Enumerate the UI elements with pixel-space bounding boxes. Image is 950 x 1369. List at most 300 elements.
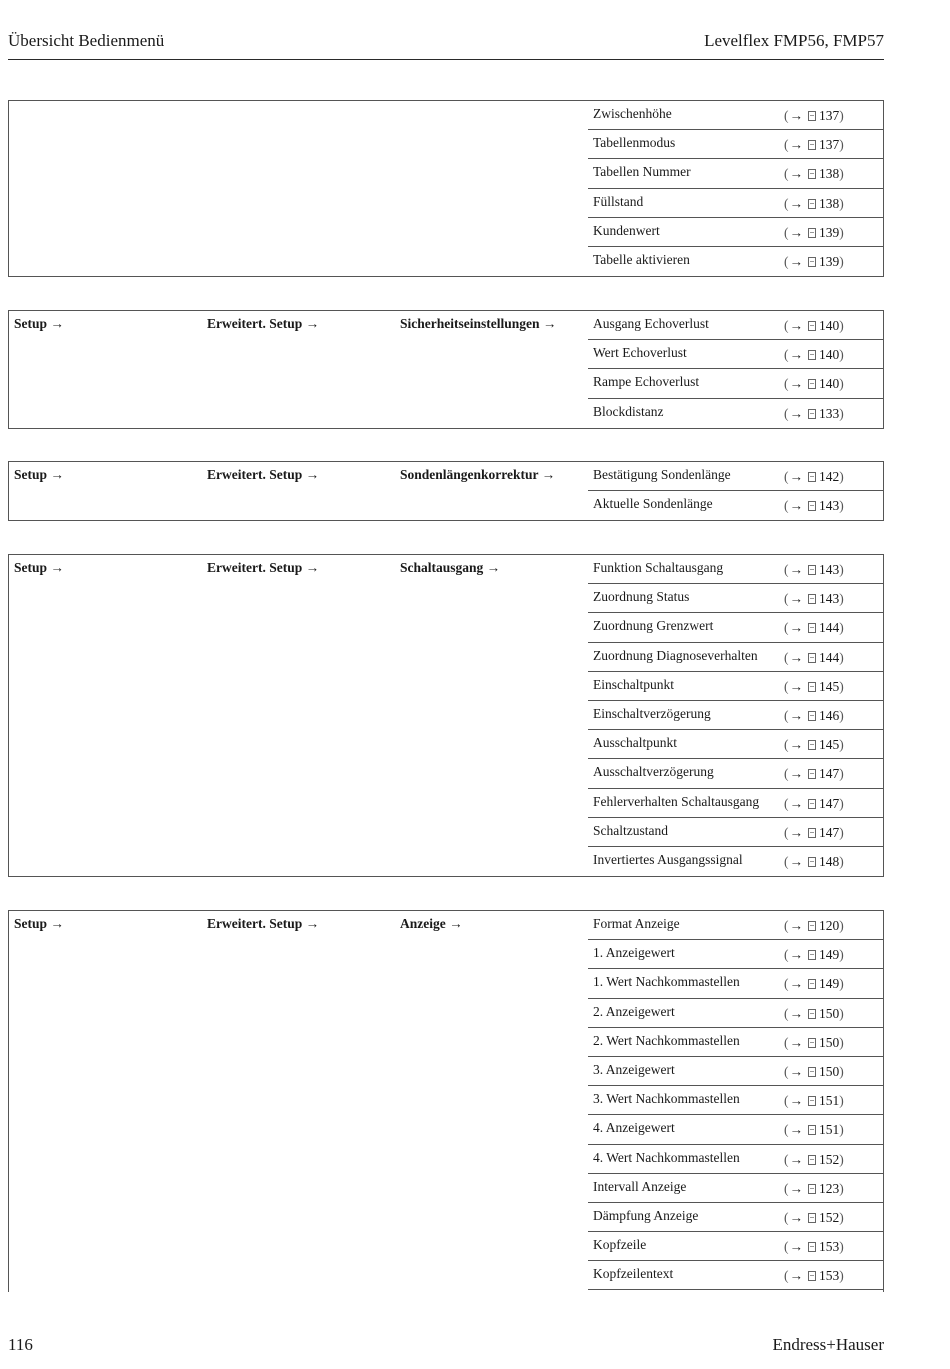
page-icon <box>808 799 816 809</box>
arrow-right-icon: → <box>789 195 803 211</box>
parameter-row <box>588 1028 884 1057</box>
page-reference[interactable] <box>784 224 844 242</box>
page-number-ref: 143 <box>819 591 840 607</box>
paren-close: ) <box>839 976 844 992</box>
paren-close: ) <box>839 405 844 421</box>
path-menu-level-2: Erweitert. Setup → <box>207 467 320 482</box>
parameter-row <box>588 399 884 428</box>
page-reference[interactable] <box>784 590 844 608</box>
paren-open: ( <box>784 620 789 636</box>
paren-open: ( <box>784 1239 789 1255</box>
parameter-name: Kundenwert <box>593 222 660 238</box>
arrow-right-icon: → <box>789 795 803 811</box>
arrow-right-icon: → <box>789 737 803 753</box>
paren-open: ( <box>784 1005 789 1021</box>
page-number-ref: 142 <box>819 469 840 484</box>
parameter-row <box>588 218 884 247</box>
page-reference[interactable] <box>784 1063 844 1081</box>
page-number-ref: 143 <box>819 498 840 514</box>
page-number-ref: 140 <box>819 376 840 392</box>
paren-open: ( <box>784 1180 789 1196</box>
page-number-ref: 140 <box>819 318 840 333</box>
page-reference[interactable] <box>784 405 844 423</box>
parameter-name: Zuordnung Status <box>593 589 690 605</box>
parameter-name: Füllstand <box>593 193 644 209</box>
path-menu-level-2: Erweitert. Setup → <box>207 916 320 931</box>
page-number-ref: 139 <box>819 253 840 269</box>
parameter-row <box>588 1086 884 1115</box>
paren-open: ( <box>784 649 789 665</box>
parameter-name: Einschaltpunkt <box>593 676 674 692</box>
parameter-name: Ausschaltverzögerung <box>593 764 714 780</box>
page-number-ref: 151 <box>819 1122 840 1138</box>
page-number-ref: 150 <box>819 1063 840 1079</box>
paren-open: ( <box>784 1151 789 1167</box>
paren-close: ) <box>839 918 844 933</box>
parameter-list <box>588 462 884 520</box>
page-icon <box>808 1096 816 1106</box>
arrow-right-icon: → <box>789 1151 803 1167</box>
arrow-right-icon: → <box>789 678 803 694</box>
paren-close: ) <box>839 224 844 240</box>
page-number-ref: 152 <box>819 1151 840 1167</box>
arrow-right-icon: → <box>789 1209 803 1225</box>
page-reference[interactable] <box>784 1034 844 1052</box>
page-number-ref: 123 <box>819 1180 840 1196</box>
header-product-name: Levelflex FMP56, FMP57 <box>704 31 884 50</box>
page-icon <box>808 565 816 575</box>
arrow-right-icon: → <box>789 405 803 421</box>
arrow-right-icon: → <box>789 824 803 840</box>
page-number-ref: 143 <box>819 562 840 577</box>
parameter-row <box>588 643 884 672</box>
parameter-name: Ausgang Echoverlust <box>593 316 709 331</box>
arrow-right-icon: → <box>789 1063 803 1079</box>
paren-open: ( <box>784 678 789 694</box>
parameter-name: 4. Anzeigewert <box>593 1120 675 1136</box>
page-number-ref: 137 <box>819 108 840 123</box>
parameter-name: Ausschaltpunkt <box>593 735 677 751</box>
parameter-row <box>588 847 884 876</box>
page-icon <box>808 199 816 209</box>
parameter-name: Intervall Anzeige <box>593 1178 687 1194</box>
page-icon <box>808 379 816 389</box>
parameter-row <box>588 940 884 969</box>
parameter-row <box>588 1261 884 1290</box>
paren-open: ( <box>784 1268 789 1284</box>
parameter-row <box>588 701 884 730</box>
page-number-ref: 138 <box>819 166 840 182</box>
page-number-ref: 153 <box>819 1268 840 1284</box>
page-icon <box>808 623 816 633</box>
path-menu-level-3: Sicherheitseinstellungen → <box>400 316 557 331</box>
page-reference[interactable] <box>784 649 844 667</box>
paren-open: ( <box>784 1093 789 1109</box>
page-number-ref: 139 <box>819 224 840 240</box>
page-icon <box>808 228 816 238</box>
page-icon <box>808 594 816 604</box>
parameter-row <box>588 159 884 188</box>
page-reference[interactable] <box>784 497 844 515</box>
paren-open: ( <box>784 766 789 782</box>
parameter-list <box>588 911 884 1290</box>
paren-close: ) <box>839 707 844 723</box>
parameter-list <box>588 311 884 428</box>
page-icon <box>808 950 816 960</box>
page-reference[interactable] <box>784 1209 844 1227</box>
paren-open: ( <box>784 1122 789 1138</box>
arrow-right-icon: → <box>789 591 803 607</box>
page-icon <box>808 350 816 360</box>
page-reference[interactable] <box>784 136 844 154</box>
arrow-right-icon: → <box>789 947 803 963</box>
parameter-name: Blockdistanz <box>593 403 664 419</box>
page-reference[interactable] <box>784 946 844 964</box>
page-number-ref: 145 <box>819 678 840 694</box>
paren-open: ( <box>784 195 789 211</box>
paren-close: ) <box>839 947 844 963</box>
page-reference[interactable] <box>784 253 844 271</box>
page-reference[interactable] <box>784 1121 844 1139</box>
parameter-name: Kopfzeilentext <box>593 1266 674 1282</box>
paren-close: ) <box>839 376 844 392</box>
paren-close: ) <box>839 824 844 840</box>
arrow-right-icon: → <box>789 1268 803 1284</box>
page-icon <box>808 1242 816 1252</box>
parameter-name: Tabelle aktivieren <box>593 251 690 267</box>
parameter-list <box>588 555 884 876</box>
paren-close: ) <box>839 766 844 782</box>
page-icon <box>808 682 816 692</box>
page-icon <box>808 857 816 867</box>
parameter-name: Zuordnung Grenzwert <box>593 618 714 634</box>
paren-open: ( <box>784 224 789 240</box>
paren-open: ( <box>784 1209 789 1225</box>
paren-open: ( <box>784 108 789 123</box>
paren-close: ) <box>839 1180 844 1196</box>
parameter-name: Zuordnung Diagnoseverhalten <box>593 647 758 663</box>
arrow-right-icon: → <box>789 649 803 665</box>
page-reference[interactable] <box>784 795 844 813</box>
parameter-name: Aktuelle Sondenlänge <box>593 496 713 512</box>
paren-close: ) <box>839 1122 844 1138</box>
paren-close: ) <box>839 1093 844 1109</box>
page-reference[interactable] <box>784 1005 844 1023</box>
parameter-name: Schaltzustand <box>593 822 668 838</box>
page-number-ref: 149 <box>819 976 840 992</box>
parameter-name: Rampe Echoverlust <box>593 374 700 390</box>
paren-close: ) <box>839 1005 844 1021</box>
paren-close: ) <box>839 347 844 363</box>
paren-open: ( <box>784 562 789 577</box>
parameter-row <box>588 999 884 1028</box>
page-reference[interactable] <box>784 195 844 213</box>
parameter-name: Format Anzeige <box>593 916 680 931</box>
arrow-right-icon: → <box>789 1093 803 1109</box>
parameter-name: Dämpfung Anzeige <box>593 1207 699 1223</box>
path-menu-level-1: Setup → <box>14 560 64 575</box>
paren-open: ( <box>784 166 789 182</box>
page-number-ref: 147 <box>819 766 840 782</box>
page-number-ref: 137 <box>819 137 840 153</box>
page-number-ref: 133 <box>819 405 840 421</box>
paren-close: ) <box>839 1151 844 1167</box>
paren-open: ( <box>784 947 789 963</box>
paren-open: ( <box>784 1034 789 1050</box>
paren-close: ) <box>839 137 844 153</box>
arrow-right-icon: → <box>789 108 803 123</box>
page-number-ref: 149 <box>819 947 840 963</box>
parameter-name: Funktion Schaltausgang <box>593 560 724 575</box>
page-icon <box>808 1038 816 1048</box>
page-number-ref: 144 <box>819 620 840 636</box>
path-menu-level-1: Setup → <box>14 467 64 482</box>
parameter-row <box>588 1145 884 1174</box>
page-icon <box>808 921 816 931</box>
path-menu-level-2: Erweitert. Setup → <box>207 316 320 331</box>
page-icon <box>808 140 816 150</box>
arrow-right-icon: → <box>789 976 803 992</box>
paren-open: ( <box>784 405 789 421</box>
page-number-ref: 153 <box>819 1239 840 1255</box>
paren-close: ) <box>839 469 844 484</box>
paren-close: ) <box>839 620 844 636</box>
path-menu-level-2: Erweitert. Setup → <box>207 560 320 575</box>
parameter-name: Bestätigung Sondenlänge <box>593 467 731 482</box>
paren-open: ( <box>784 976 789 992</box>
page-reference[interactable] <box>784 917 844 935</box>
parameter-name: Zwischenhöhe <box>593 106 672 121</box>
parameter-row <box>588 1174 884 1203</box>
parameter-row <box>588 1232 884 1261</box>
parameter-row <box>588 969 884 998</box>
arrow-right-icon: → <box>789 1122 803 1138</box>
menu-block-sondenlaengenkorrektur <box>8 461 884 521</box>
parameter-row <box>588 613 884 642</box>
parameter-row <box>588 462 884 491</box>
menu-block-schaltausgang <box>8 554 884 877</box>
paren-close: ) <box>839 1034 844 1050</box>
parameter-name: 1. Anzeigewert <box>593 945 675 961</box>
arrow-right-icon: → <box>789 224 803 240</box>
paren-open: ( <box>784 853 789 869</box>
page-icon <box>808 501 816 511</box>
page-icon <box>808 828 816 838</box>
arrow-right-icon: → <box>789 766 803 782</box>
page-reference[interactable] <box>784 165 844 183</box>
page-icon <box>808 472 816 482</box>
paren-close: ) <box>839 498 844 514</box>
paren-close: ) <box>839 166 844 182</box>
page-icon <box>808 1213 816 1223</box>
parameter-name: 3. Anzeigewert <box>593 1061 675 1077</box>
paren-close: ) <box>839 108 844 123</box>
parameter-name: 2. Anzeigewert <box>593 1003 675 1019</box>
arrow-right-icon: → <box>789 1180 803 1196</box>
paren-open: ( <box>784 318 789 333</box>
parameter-row <box>588 1057 884 1086</box>
page-reference[interactable] <box>784 1267 844 1285</box>
paren-open: ( <box>784 376 789 392</box>
page-icon <box>808 321 816 331</box>
arrow-right-icon: → <box>789 318 803 333</box>
parameter-row <box>588 491 884 520</box>
page-reference[interactable] <box>784 824 844 842</box>
arrow-right-icon: → <box>789 376 803 392</box>
parameter-row <box>588 759 884 788</box>
paren-close: ) <box>839 649 844 665</box>
parameter-row <box>588 672 884 701</box>
page-reference[interactable] <box>784 107 844 125</box>
parameter-name: 1. Wert Nachkommastellen <box>593 974 740 990</box>
header-section-title: Übersicht Bedienmenü <box>8 31 165 50</box>
page-icon <box>808 711 816 721</box>
page-reference[interactable] <box>784 1238 844 1256</box>
paren-close: ) <box>839 1239 844 1255</box>
page-icon <box>808 169 816 179</box>
menu-block-tabelle <box>8 100 884 277</box>
page-number-ref: 138 <box>819 195 840 211</box>
parameter-name: 3. Wert Nachkommastellen <box>593 1091 740 1107</box>
footer-company: Endress+Hauser <box>772 1335 884 1354</box>
page-reference[interactable] <box>784 1151 844 1169</box>
page-number-ref: 150 <box>819 1005 840 1021</box>
page-reference[interactable] <box>784 317 844 335</box>
paren-open: ( <box>784 824 789 840</box>
paren-close: ) <box>839 678 844 694</box>
page-reference[interactable] <box>784 346 844 364</box>
page-reference[interactable] <box>784 561 844 579</box>
paren-close: ) <box>839 318 844 333</box>
paren-close: ) <box>839 1063 844 1079</box>
page-reference[interactable] <box>784 678 844 696</box>
page-reference[interactable] <box>784 468 844 486</box>
paren-close: ) <box>839 1268 844 1284</box>
page-icon <box>808 1271 816 1281</box>
page-number: 116 <box>8 1335 33 1354</box>
page-reference[interactable] <box>784 619 844 637</box>
parameter-name: Wert Echoverlust <box>593 345 687 361</box>
path-menu-level-3: Sondenlängenkorrektur → <box>400 467 556 482</box>
parameter-row <box>588 101 884 130</box>
page-icon <box>808 257 816 267</box>
paren-close: ) <box>839 253 844 269</box>
paren-open: ( <box>784 137 789 153</box>
parameter-name: Tabellen Nummer <box>593 164 691 180</box>
arrow-right-icon: → <box>789 137 803 153</box>
header-rule <box>8 59 884 60</box>
paren-open: ( <box>784 707 789 723</box>
page-number-ref: 144 <box>819 649 840 665</box>
page-number-ref: 147 <box>819 795 840 811</box>
page-number-ref: 146 <box>819 707 840 723</box>
parameter-name: Tabellenmodus <box>593 135 676 151</box>
page-number-ref: 151 <box>819 1093 840 1109</box>
path-menu-level-1: Setup → <box>14 316 64 331</box>
page-reference[interactable] <box>784 765 844 783</box>
parameter-name: 4. Wert Nachkommastellen <box>593 1149 740 1165</box>
parameter-list <box>588 101 884 276</box>
paren-close: ) <box>839 562 844 577</box>
paren-close: ) <box>839 737 844 753</box>
parameter-row <box>588 1203 884 1232</box>
arrow-right-icon: → <box>789 853 803 869</box>
parameter-name: Einschaltverzögerung <box>593 705 711 721</box>
arrow-right-icon: → <box>789 707 803 723</box>
paren-close: ) <box>839 853 844 869</box>
arrow-right-icon: → <box>789 1005 803 1021</box>
page-reference[interactable] <box>784 736 844 754</box>
parameter-row <box>588 189 884 218</box>
path-menu-level-1: Setup → <box>14 916 64 931</box>
page-icon <box>808 1184 816 1194</box>
paren-open: ( <box>784 795 789 811</box>
page-icon <box>808 740 816 750</box>
page-number-ref: 150 <box>819 1034 840 1050</box>
parameter-row <box>588 818 884 847</box>
paren-open: ( <box>784 469 789 484</box>
path-menu-level-3: Schaltausgang → <box>400 560 501 575</box>
page-icon <box>808 1155 816 1165</box>
page-number-ref: 148 <box>819 853 840 869</box>
page-reference[interactable] <box>784 375 844 393</box>
paren-close: ) <box>839 1209 844 1225</box>
page-number-ref: 120 <box>819 918 840 933</box>
path-menu-level-3: Anzeige → <box>400 916 463 931</box>
parameter-row <box>588 1115 884 1144</box>
parameter-row <box>588 789 884 818</box>
arrow-right-icon: → <box>789 347 803 363</box>
arrow-right-icon: → <box>789 1239 803 1255</box>
page-reference[interactable] <box>784 1092 844 1110</box>
page-icon <box>808 111 816 121</box>
paren-open: ( <box>784 498 789 514</box>
parameter-row <box>588 130 884 159</box>
parameter-row <box>588 340 884 369</box>
page-reference[interactable] <box>784 707 844 725</box>
parameter-name: Fehlerverhalten Schaltausgang <box>593 793 760 809</box>
arrow-right-icon: → <box>789 562 803 577</box>
page-icon <box>808 1125 816 1135</box>
page-number-ref: 140 <box>819 347 840 363</box>
page-reference[interactable] <box>784 1180 844 1198</box>
page-icon <box>808 769 816 779</box>
paren-open: ( <box>784 591 789 607</box>
page-icon <box>808 1009 816 1019</box>
page-icon <box>808 979 816 989</box>
parameter-row <box>588 911 884 940</box>
paren-close: ) <box>839 795 844 811</box>
paren-close: ) <box>839 195 844 211</box>
arrow-right-icon: → <box>789 1034 803 1050</box>
page-reference[interactable] <box>784 975 844 993</box>
paren-open: ( <box>784 1063 789 1079</box>
arrow-right-icon: → <box>789 620 803 636</box>
page-icon <box>808 1067 816 1077</box>
parameter-name: 2. Wert Nachkommastellen <box>593 1032 740 1048</box>
page-reference[interactable] <box>784 853 844 871</box>
parameter-row <box>588 584 884 613</box>
parameter-row <box>588 369 884 398</box>
arrow-right-icon: → <box>789 918 803 933</box>
paren-open: ( <box>784 253 789 269</box>
parameter-name: Invertiertes Ausgangssignal <box>593 851 743 867</box>
paren-open: ( <box>784 347 789 363</box>
paren-open: ( <box>784 737 789 753</box>
paren-close: ) <box>839 591 844 607</box>
arrow-right-icon: → <box>789 166 803 182</box>
parameter-row <box>588 555 884 584</box>
